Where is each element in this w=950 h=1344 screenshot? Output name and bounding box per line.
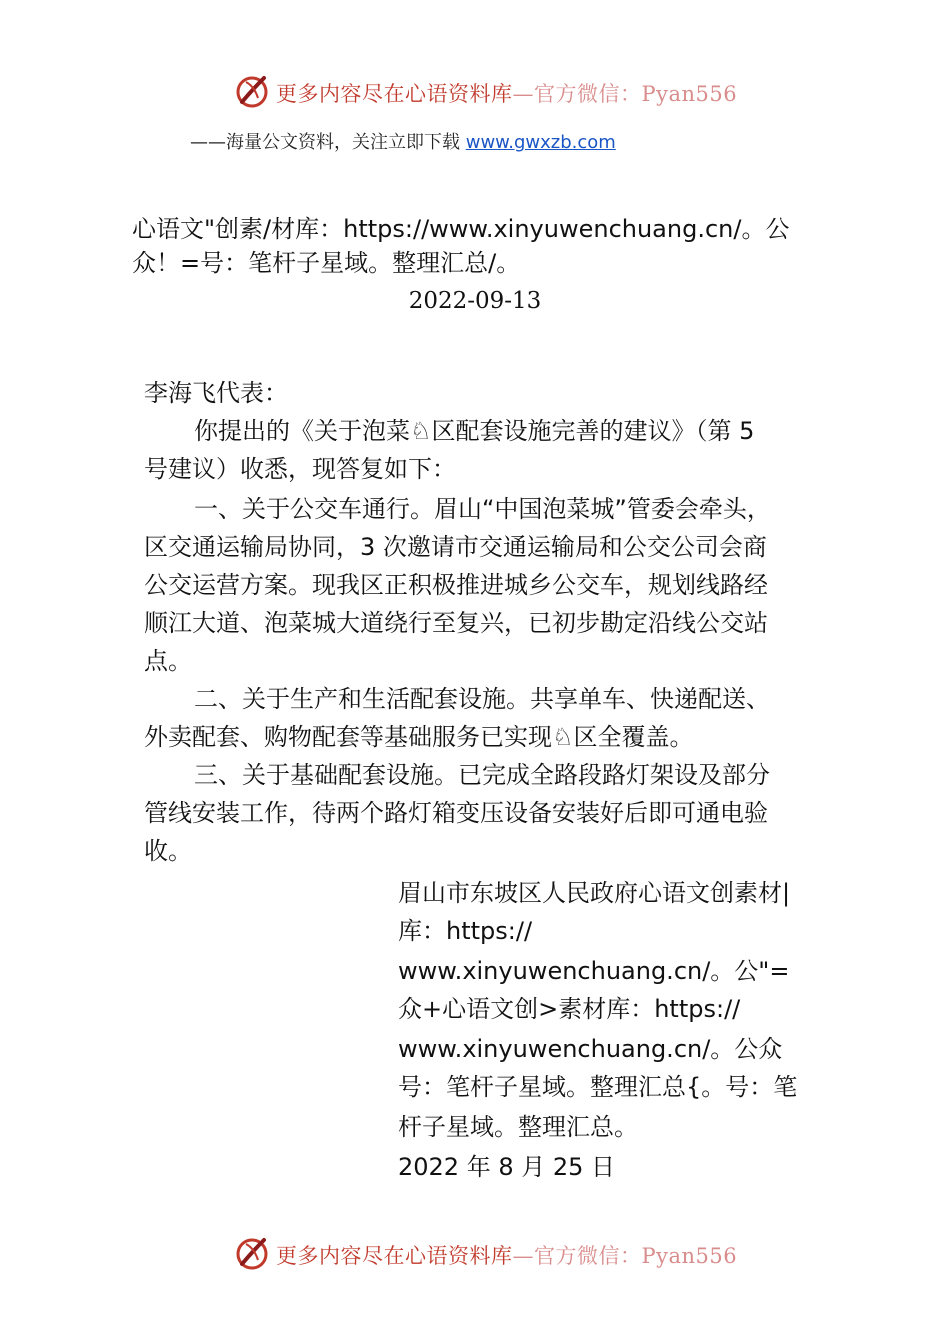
brush-logo-icon <box>234 1234 270 1272</box>
paragraph-1-line: 公交运营方案。现我区正积极推进城乡公交车，规划线路经 <box>144 571 768 599</box>
intro-line: 你提出的《关于泡菜♘区配套设施完善的建议》（第 5 <box>194 417 755 445</box>
paragraph-3-line: 三、关于基础配套设施。已完成全路段路灯架设及部分 <box>194 761 770 789</box>
intro-line: 号建议）收悉，现答复如下： <box>144 455 456 483</box>
brush-logo-icon <box>234 72 270 110</box>
paragraph-1-line: 一、关于公交车通行。眉山“中国泡菜城”管委会牵头， <box>194 495 771 523</box>
download-link[interactable]: www.gwxzb.com <box>465 132 616 153</box>
signature-line: 杆子星域。整理汇总。 <box>398 1113 638 1141</box>
signature-line: www.xinyuwenchuang.cn/。公"= <box>398 957 790 985</box>
banner-text: 更多内容尽在心语资料库—官方微信：Pyan556 <box>276 82 738 106</box>
footer-banner <box>0 1232 950 1276</box>
paragraph-3-line: 管线安装工作，待两个路灯箱变压设备安装好后即可通电验 <box>144 799 768 827</box>
header-note-line1: 心语文"创素/材库：https://www.xinyuwenchuang.cn/。公 <box>132 215 790 243</box>
paragraph-1-line: 点。 <box>144 647 192 675</box>
signature-line: 号：笔杆子星域。整理汇总{。号：笔 <box>398 1073 798 1101</box>
signature-date: 2022 年 8 月 25 日 <box>398 1153 616 1181</box>
banner-text: 更多内容尽在心语资料库—官方微信：Pyan556 <box>276 1244 738 1268</box>
document-date: 2022-09-13 <box>408 288 542 314</box>
header-note-line2: 众！=号：笔杆子星域。整理汇总/。 <box>132 249 521 277</box>
signature-line: www.xinyuwenchuang.cn/。公众 <box>398 1035 783 1063</box>
paragraph-3-line: 收。 <box>144 837 192 865</box>
salutation: 李海飞代表： <box>144 379 288 407</box>
paragraph-2-line: 外卖配套、购物配套等基础服务已实现♘区全覆盖。 <box>144 723 694 751</box>
paragraph-1-line: 顺江大道、泡菜城大道绕行至复兴，已初步勘定沿线公交站 <box>144 609 768 637</box>
sub-banner: ——海量公文资料，关注立即下载 www.gwxzb.com <box>190 132 616 153</box>
header-banner <box>0 70 950 114</box>
paragraph-1-line: 区交通运输局协同，3 次邀请市交通运输局和公交公司会商 <box>144 533 767 561</box>
paragraph-2-line: 二、关于生产和生活配套设施。共享单车、快递配送、 <box>194 685 770 713</box>
signature-line: 眉山市东坡区人民政府心语文创素材| <box>398 879 791 907</box>
signature-line: 众+心语文创>素材库：https:// <box>398 995 741 1023</box>
signature-line: 库：https:// <box>398 917 533 945</box>
